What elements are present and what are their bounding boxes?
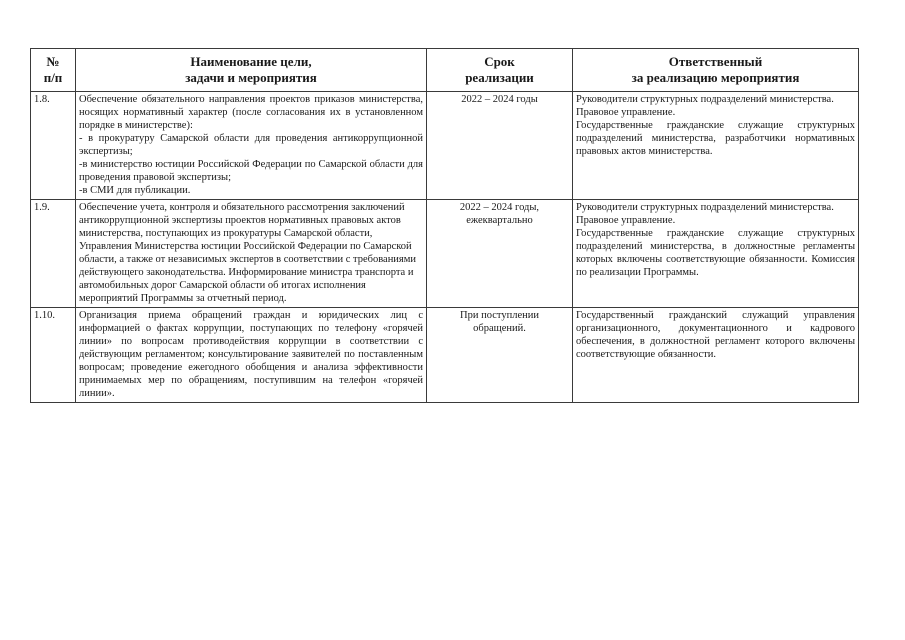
row-name-paragraph: Обеспечение обязательного направления проектов приказов министерства, носящих нормативный характер (после согласования их в установленном порядке в министерстве): [79,94,423,131]
row-responsible-paragraph: Руководители структурных подразделений министерства. [576,94,834,105]
row-number: 1.10. [31,308,76,403]
header-name-line: задачи и мероприятия [185,70,317,85]
header-responsible [573,49,859,92]
header-number-line: п/п [43,70,63,85]
row-number: 1.8. [31,92,76,200]
header-number [31,49,76,92]
row-name-paragraph: Обеспечение учета, контроля и обязательного рассмотрения заключений антикоррупционной экспертизы проектов нормативных правовых актов министерства, поступающих из прокуратуры Самарской области, Управления Министерства юстиции Российской Федерации по Самарской области, а также от независимых экспертов в соответствии с требованиями действующего законодательства. Информирование министра транспорта и автомобильных дорог Самарской области об итогах исполнения мероприятий Программы за отчетный период. [79,202,417,304]
header-term [427,49,573,92]
row-term [427,200,573,308]
row-responsible [573,308,859,403]
row-name [76,308,427,403]
row-name-paragraph: - в прокуратуру Самарской области для проведения антикоррупционной экспертизы; [79,133,423,157]
row-responsible-paragraph: Государственные гражданские служащие структурных подразделений министерства, разработчики нормативных правовых актов министерства. [576,120,855,157]
table-row [31,92,859,200]
header-responsible-line: за реализацию мероприятия [631,70,800,85]
header-name [76,49,427,92]
table-row [31,200,859,308]
row-responsible-paragraph: Правовое управление. [576,107,676,118]
row-term-line: 2022 – 2024 годы [461,94,538,105]
row-term [427,308,573,403]
row-name-paragraph: -в министерство юстиции Российской Федерации по Самарской области для проведения правовой экспертизы; [79,159,423,183]
row-name [76,200,427,308]
header-term-line: реализации [465,70,534,85]
row-term-line: ежеквартально [466,215,533,226]
row-responsible [573,200,859,308]
row-term-line: При поступлении [460,310,539,321]
row-responsible-paragraph: Руководители структурных подразделений министерства. [576,202,834,213]
header-responsible-line: Ответственный [668,54,763,69]
row-responsible-paragraph: Правовое управление. [576,215,676,226]
row-responsible-paragraph: Государственные гражданские служащие структурных подразделений министерства, в должностные регламенты которых включены соответствующие обязанности. Комиссия по реализации Программы. [576,228,855,278]
header-number-line: № [46,54,60,69]
row-responsible-paragraph: Государственный гражданский служащий управления организационного, документационного и кадрового обеспечения, в должностной регламент которого включены соответствующие обязанности. [576,310,855,360]
row-term-line: 2022 – 2024 годы, [459,202,540,213]
row-term [427,92,573,200]
row-name-paragraph: Организация приема обращений граждан и юридических лиц с информацией о фактах коррупции, поступающих по телефону «горячей линии» по вопросам противодействия коррупции в соответствии с действующим регламентом; консультирование заявителей по поставленным вопросам; проведение ежегодного обобщения и анализа эффективности принимаемых мер по обращениям, поступившим на телефон «горячей линии». [79,310,423,399]
row-name-paragraph: -в СМИ для публикации. [79,185,191,196]
row-term-line: обращений. [473,323,526,334]
program-table [30,48,859,403]
row-number: 1.9. [31,200,76,308]
table-row [31,308,859,403]
header-name-line: Наименование цели, [190,54,312,69]
row-responsible [573,92,859,200]
table-header-row [31,49,859,92]
header-term-line: Срок [484,54,515,69]
row-name [76,92,427,200]
